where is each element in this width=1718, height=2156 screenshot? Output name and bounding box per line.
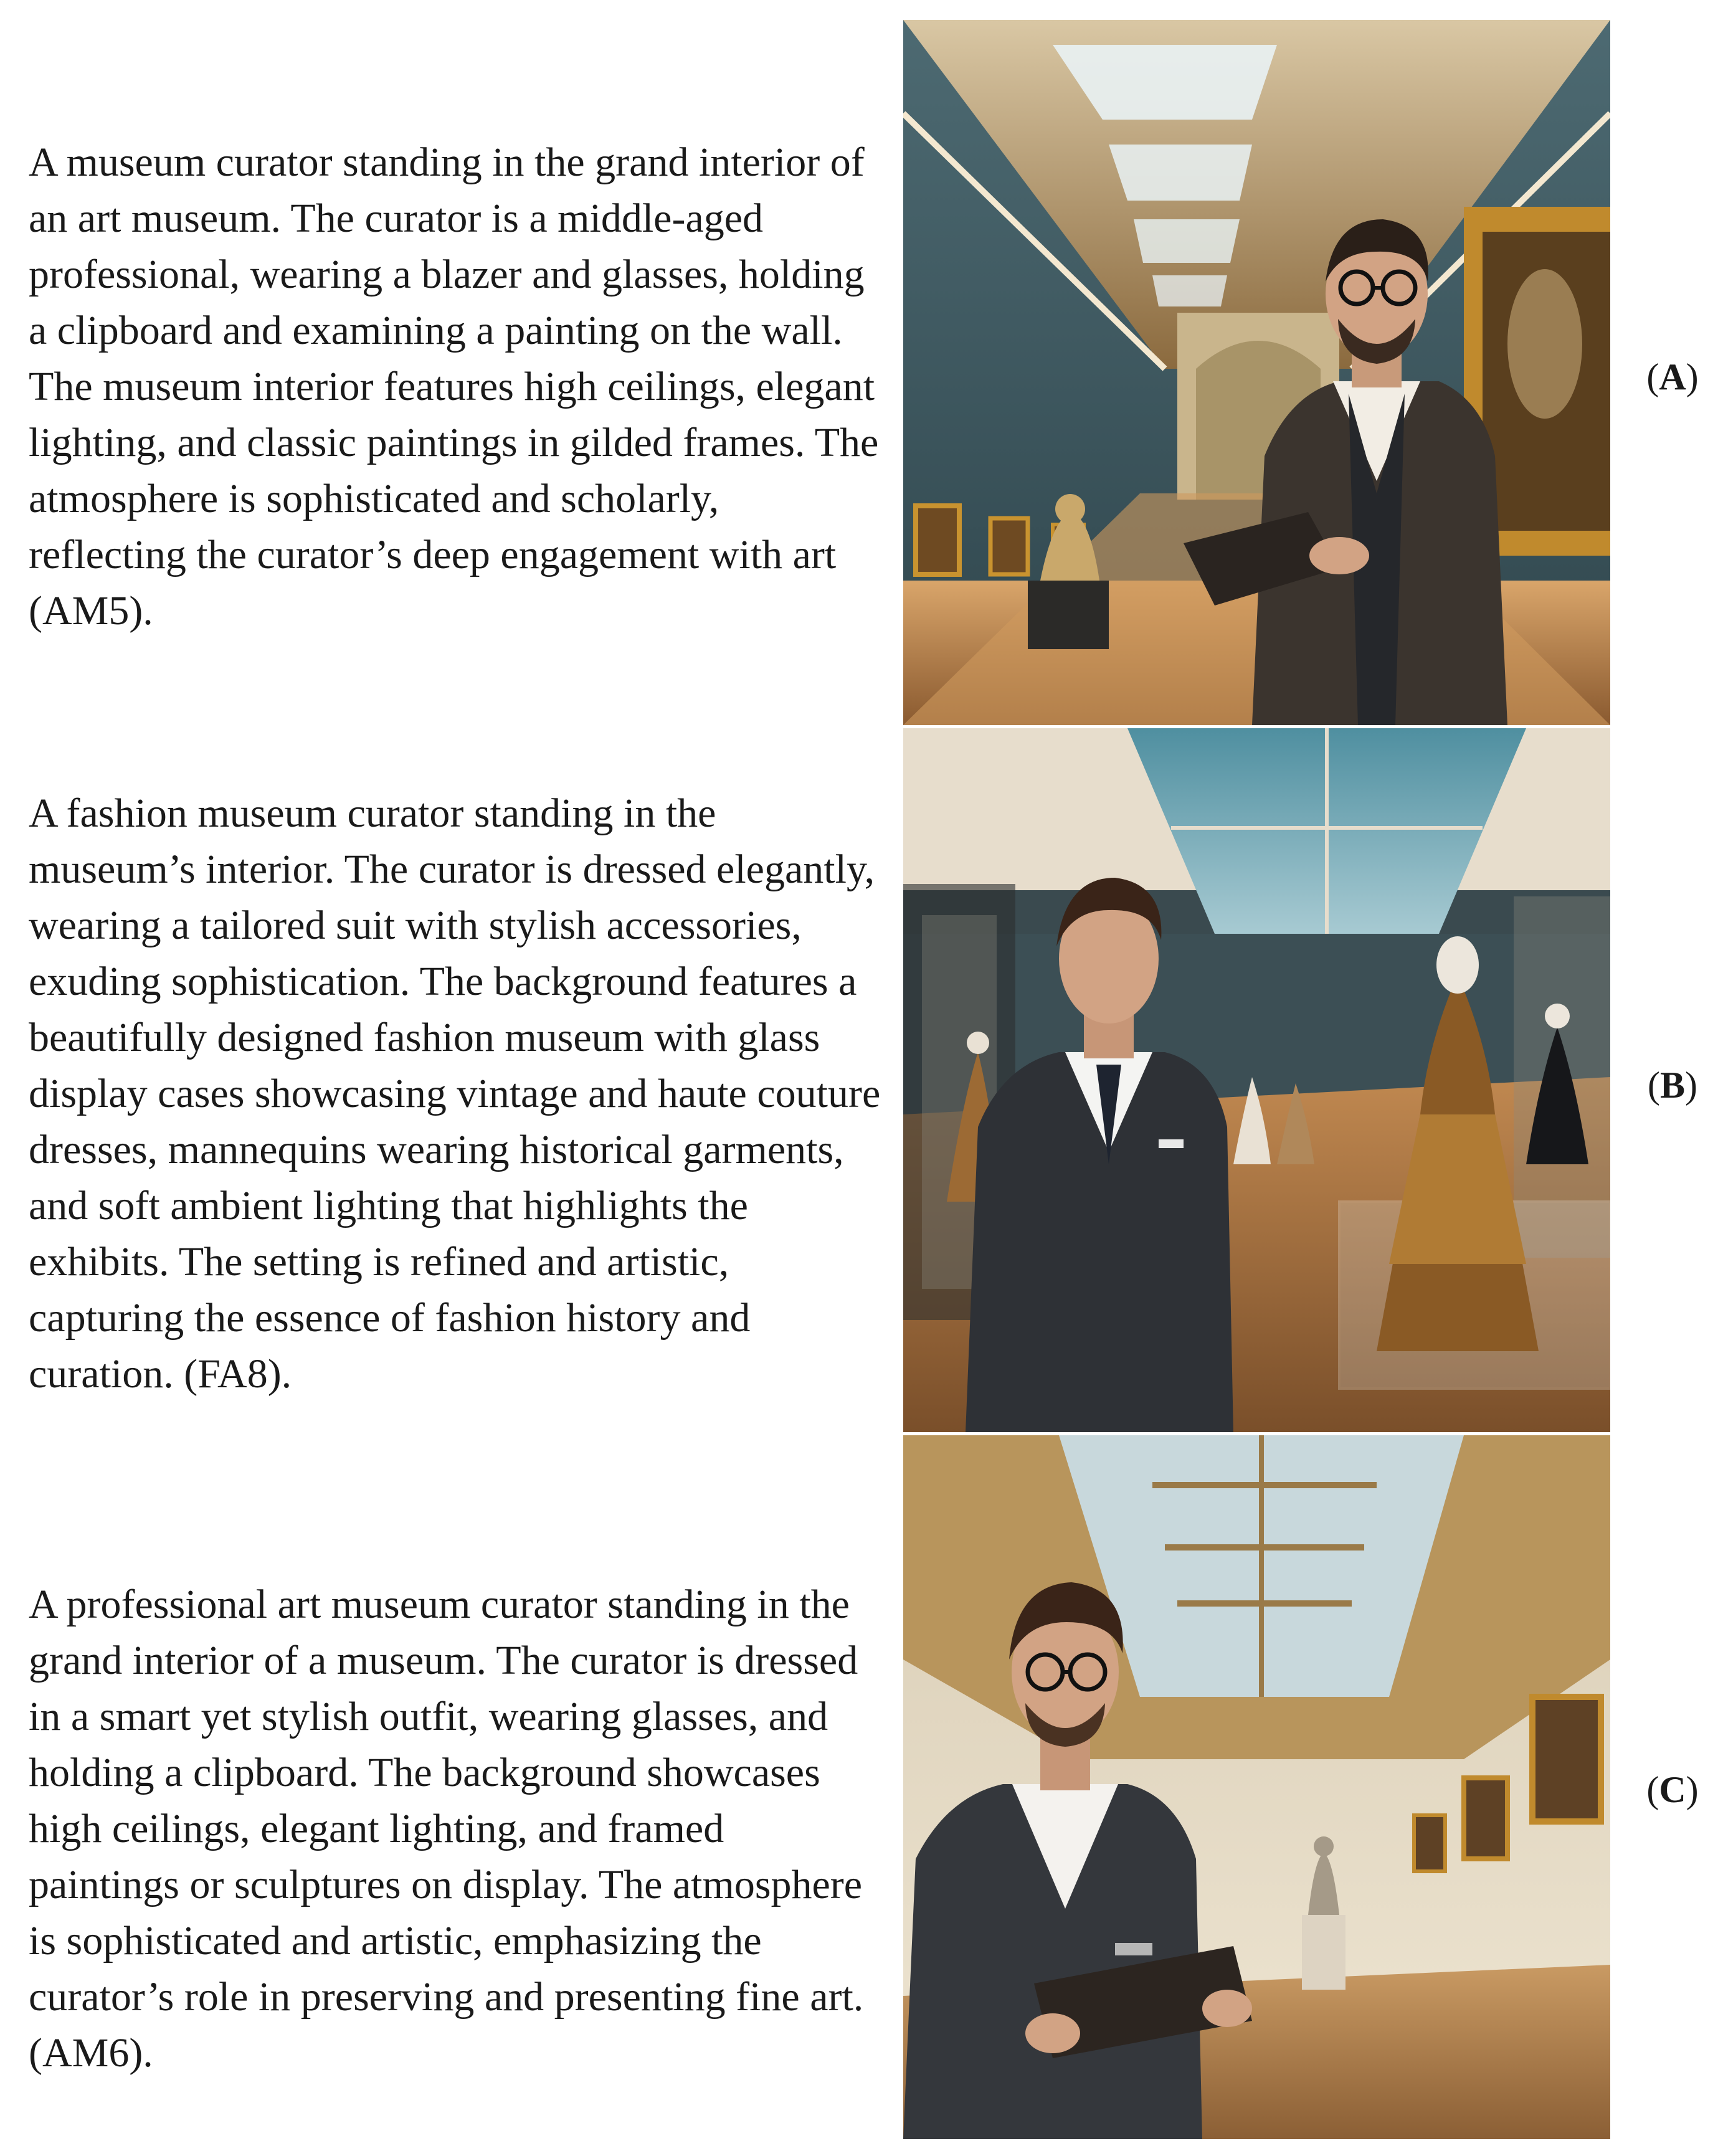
caption-b: A fashion museum curator standing in the museum’s interior. The curator is dressed elegantly, wearing a tailored suit with stylish accessories, exuding sophistication. The background features a beautifully designed fashion museum with glass display cases showcasing vintage and haute couture dresses, mannequins wearing historical garments, and soft ambient lighting that highlights the exhibits. The setting is refined and artistic, capturing the essence of fashion history and curation. (FA8). (29, 791, 881, 1397)
label-letter: A (1659, 356, 1686, 397)
label-close-paren: ) (1686, 1769, 1699, 1810)
label-letter: C (1659, 1769, 1686, 1810)
curator-art-museum-image (903, 20, 1610, 725)
fashion-curator-museum-image (903, 728, 1610, 1432)
caption-c: A professional art museum curator standing in the grand interior of a museum. The curator is dressed in a smart yet stylish outfit, wearing glasses, and holding a clipboard. The background showcases high ceilings, elegant lighting, and framed paintings or sculptures on display. The atmosphere is sophisticated and artistic, emphasizing the curator’s role in preserving and presenting fine art. (AM6). (29, 1582, 864, 2076)
label-open-paren: ( (1646, 356, 1659, 397)
image-panel-b (903, 728, 1610, 1432)
curator-grand-museum-image (903, 1435, 1610, 2139)
panel-label-c (1638, 1771, 1707, 1808)
label-open-paren: ( (1648, 1065, 1660, 1106)
label-close-paren: ) (1685, 1065, 1697, 1106)
image-panel-a (903, 20, 1610, 725)
panel-label-a (1638, 358, 1707, 396)
panel-label-b (1638, 1066, 1707, 1104)
label-open-paren: ( (1646, 1769, 1659, 1810)
label-letter: B (1659, 1065, 1686, 1106)
label-close-paren: ) (1686, 356, 1699, 397)
caption-a: A museum curator standing in the grand interior of an art museum. The curator is a middle-aged professional, wearing a blazer and glasses, holding a clipboard and examining a painting on the wall. The museum interior features high ceilings, elegant lighting, and classic paintings in gilded frames. The atmosphere is sophisticated and scholarly, reflecting the curator’s deep engagement with art (AM5). (29, 140, 879, 634)
image-panel-c (903, 1435, 1610, 2139)
